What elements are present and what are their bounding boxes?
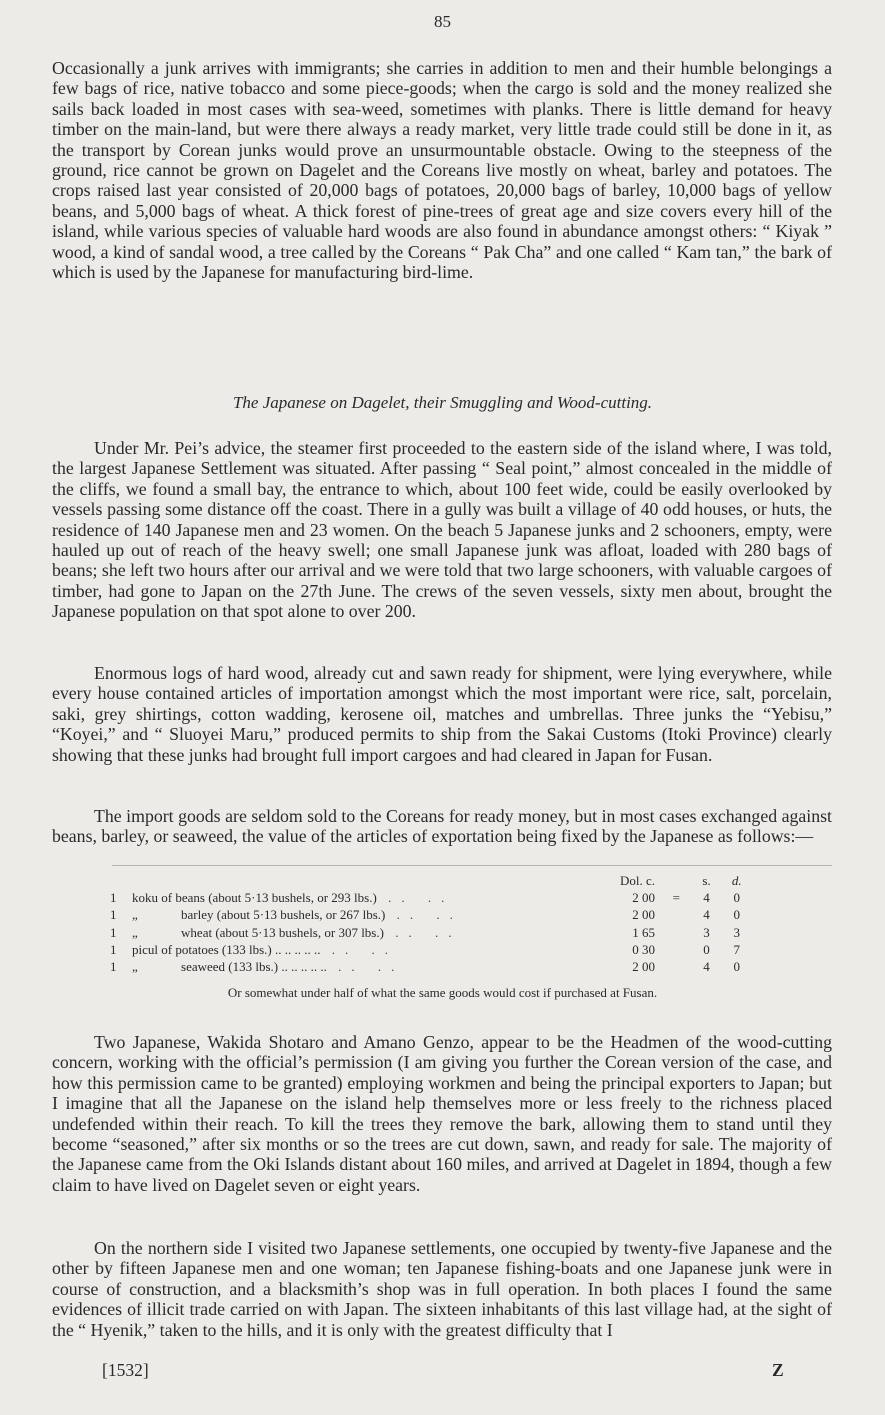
row-description: wheat (about 5·13 bushels, or 307 lbs.) [181,924,384,940]
row-dollars: 1 65 [632,924,656,940]
row-item [110,941,575,958]
row-item [110,906,575,923]
table-row [110,924,750,941]
header-dollars: Dol. c. [620,873,656,888]
row-equals [663,958,690,975]
row-dollars: 0 30 [632,941,656,957]
header-eq-spacer [663,872,690,889]
header-item-spacer [110,872,575,889]
page-number: 85 [434,12,451,31]
row-unit: koku of [132,890,173,906]
paragraph-produce: Occasionally a junk arrives with immigrants; she carries in addition to men and their humble belongings a few bags of rice, native tobacco and some piece-goods; when the cargo is sold and the money realized she sails back loaded in most cases with sea-weed, sometimes with planks. There is little demand for heavy timber on the main-land, but were there always a ready market, very little trade could still be done in it, as the transport by Corean junks would prove an unsurmountable obstacle. Owing to the steepness of the ground, rice cannot be grown on Dagelet and the Coreans live mostly on wheat, barley and potatoes. The crops raised last year consisted of 20,000 bags of potatoes, 20,000 bags of barley, 10,000 bags of yellow beans, and 5,000 bags of wheat. A thick forest of pine-trees of great age and size covers every hill of the island, while various species of valuable hard woods are also found in abundance amongst others: “ Kiyak ” wood, a kind of sandal wood, a tree called by the Coreans “ Pak Cha” and one called “ Kam tan,” the bark of which is used by the Japanese for manufacturing bird-lime. [52,58,832,283]
row-pence: 0 [733,890,740,906]
table-rule [112,865,832,866]
table-row [110,889,750,906]
row-unit: picul of [132,941,173,957]
row-description: potatoes (133 lbs.) .. .. .. .. .. [175,941,321,957]
row-leader-dots: .. .. [396,907,463,923]
row-leader-dots: .. .. [395,924,462,940]
row-unit: „ [132,924,138,940]
paragraph-northern-side: On the northern side I visited two Japanese settlements, one occupied by twenty-five Japanese and the other by fifteen Japanese men and one woman; ten Japanese fishing-boats and one Japanese junk were in course of construction, and a blacksmith’s shop was in full operation. In both places I found the same evidences of illicit trade carried on with Japan. The sixteen inhabitants of this last village had, at the sight of the “ Hyenik,” taken to the hills, and it is only with the greatest difficulty that I [52,1238,832,1340]
row-dollars: 2 00 [632,890,656,906]
row-qty: 1 [110,890,117,906]
row-pence: 0 [733,959,740,975]
row-shillings: 0 [703,941,710,957]
row-leader-dots: .. .. [388,890,455,906]
row-equals [663,924,690,941]
row-equals: = [672,890,680,906]
row-unit: „ [132,959,138,975]
row-qty: 1 [110,941,117,957]
row-pence: 0 [733,907,740,923]
row-item [110,924,575,941]
price-table-header [110,872,750,889]
row-description: beans (about 5·13 bushels, or 293 lbs.) [175,890,377,906]
row-leader-dots: .. .. [338,959,405,975]
table-row [110,941,750,958]
row-unit: „ [132,907,138,923]
row-item [110,958,575,975]
paragraph-exchange: The import goods are seldom sold to the Coreans for ready money, but in most cases exchanged against beans, barley, or seaweed, the value of the articles of exportation being fixed by the Japanese as follows:— [52,806,832,847]
row-shillings: 4 [703,907,710,923]
row-shillings: 3 [703,924,710,940]
row-item [110,889,575,906]
paragraph-woodcutting: Two Japanese, Wakida Shotaro and Amano Genzo, appear to be the Headmen of the wood-cutting concern, working with the official’s permission (I am giving you further the Corean version of the case, and how this permission came to be granted) employing workmen and being the principal exporters to Japan; but I imagine that all the Japanese on the island help themselves more or less freely to the richness placed undefended within their reach. To kill the trees they remove the bark, allowing them to stand until they become “seasoned,” after six months or so the trees are cut down, sawn, and ready for sale. The majority of the Japanese came from the Oki Islands distant about 160 miles, and arrived at Dagelet in 1894, though a few claim to have lived on Dagelet seven or eight years. [52,1032,832,1195]
row-qty: 1 [110,959,117,975]
row-qty: 1 [110,924,117,940]
row-description: seaweed (133 lbs.) .. .. .. .. .. [181,959,327,975]
table-row [110,958,750,975]
paragraph-settlement: Under Mr. Pei’s advice, the steamer first proceeded to the eastern side of the island where, I was told, the largest Japanese Settlement was situated. After passing “ Seal point,” almost concealed in the middle of the cliffs, we found a small bay, the entrance to which, about 100 feet wide, could be easily overlooked by vessels passing some distance off the coast. There in a gully was built a village of 40 odd houses, or huts, the residence of 140 Japanese men and 23 women. On the beach 5 Japanese junks and 2 schooners, empty, were hauled up out of reach of the heavy swell; one small Japanese junk was afloat, loaded with 280 bags of beans; she left two hours after our arrival and we were told that two large schooners, with valuable cargoes of timber, had gone to Japan on the 27th June. The crews of the seven vessels, sixty men about, brought the Japanese population on that spot alone to over 200. [52,438,832,622]
section-heading: The Japanese on Dagelet, their Smuggling and Wood-cutting. [232,393,653,412]
signature-mark: [1532] [102,1360,149,1380]
row-leader-dots: .. .. [331,941,398,957]
row-equals [663,906,690,923]
row-equals [663,941,690,958]
paragraph-imports: Enormous logs of hard wood, already cut and sawn ready for shipment, were lying everywhere, while every house contained articles of importation amongst which the most important were rice, salt, porcelain, saki, grey shirtings, cotton wadding, kerosene oil, matches and umbrellas. Three junks the “Yebisu,” “Koyei,” and “ Sluoyei Maru,” produced permits to ship from the Sakai Customs (Itoki Province) clearly showing that these junks had brought full import cargoes and had cleared in Japan for Fusan. [52,663,832,765]
row-qty: 1 [110,907,117,923]
row-pence: 7 [733,941,740,957]
sheet-mark: Z [772,1360,784,1380]
table-row [110,906,750,923]
table-note: Or somewhat under half of what the same goods would cost if purchased at Fusan. [227,985,658,1000]
row-pence: 3 [733,924,740,940]
row-shillings: 4 [703,959,710,975]
row-shillings: 4 [703,890,710,906]
header-pence: d. [731,873,742,888]
row-dollars: 2 00 [632,959,656,975]
price-table [110,872,750,975]
row-description: barley (about 5·13 bushels, or 267 lbs.) [181,907,386,923]
row-dollars: 2 00 [632,907,656,923]
header-shillings: s. [702,873,711,888]
